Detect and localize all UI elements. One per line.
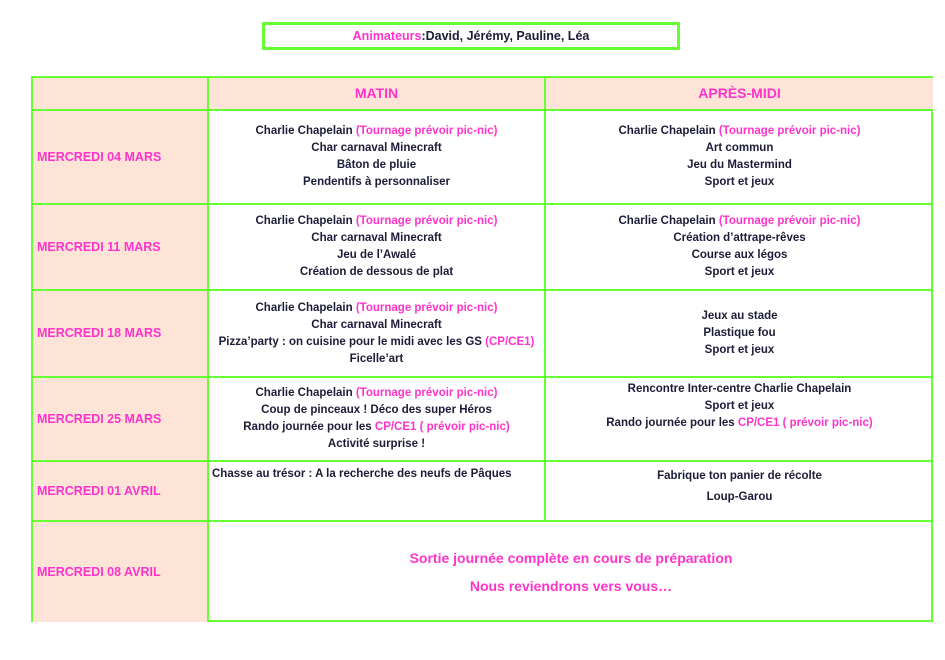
day-label: MERCREDI 18 MARS xyxy=(33,291,209,378)
day-label: MERCREDI 01 AVRIL xyxy=(33,462,209,522)
activity-line xyxy=(606,415,872,432)
activity-note: (Tournage prévoir pic-nic) xyxy=(355,215,498,227)
activity-text: Charlie Chapelain xyxy=(255,215,356,227)
apres-midi-cell xyxy=(546,378,933,462)
matin-cell xyxy=(209,291,546,378)
animateurs-sep: : xyxy=(421,29,426,43)
activity-line xyxy=(673,230,805,247)
activity-text: Rando journée pour les xyxy=(243,421,375,433)
activity-text: Pendentifs à personnaliser xyxy=(303,176,450,188)
activity-note: (Tournage prévoir pic-nic) xyxy=(718,215,861,227)
activity-line xyxy=(703,325,775,342)
activity-line xyxy=(212,466,512,483)
activity-text: Sport et jeux xyxy=(704,266,775,278)
header-empty xyxy=(33,78,209,111)
animateurs-box xyxy=(262,22,680,50)
activity-text: Sport et jeux xyxy=(704,344,775,356)
activity-line xyxy=(300,264,453,281)
activity-text: Charlie Chapelain xyxy=(618,215,719,227)
apres-midi-cell xyxy=(546,462,933,522)
activity-text: Jeux au stade xyxy=(701,310,778,322)
activity-line xyxy=(256,300,498,317)
header-apres-midi: APRÈS-MIDI xyxy=(546,78,933,111)
activity-line xyxy=(657,466,822,487)
animateurs-names: David, Jérémy, Pauline, Léa xyxy=(425,29,590,43)
apres-midi-cell xyxy=(546,111,933,205)
activity-line xyxy=(707,487,773,508)
activity-line xyxy=(619,213,861,230)
activity-line xyxy=(261,402,492,419)
activity-line xyxy=(311,230,441,247)
matin-cell xyxy=(209,378,546,462)
activity-note: (CP/CE1) xyxy=(485,335,535,348)
activity-line xyxy=(350,351,404,368)
activity-text: Ficelle’art xyxy=(349,352,404,365)
activity-line xyxy=(692,247,788,264)
activity-text: Jeu de l’Awalé xyxy=(336,249,417,261)
activity-line xyxy=(256,123,498,140)
activity-line xyxy=(243,419,509,436)
activity-line xyxy=(311,140,441,157)
activity-text: Rencontre Inter-centre Charlie Chapelain xyxy=(627,383,852,395)
activity-line xyxy=(628,381,852,398)
activity-line xyxy=(619,123,861,140)
activity-line xyxy=(337,247,416,264)
activity-line xyxy=(701,308,777,325)
activity-text: Charlie Chapelain xyxy=(618,125,719,137)
day-label: MERCREDI 08 AVRIL xyxy=(33,522,209,622)
activity-line xyxy=(303,174,450,191)
activity-text: Char carnaval Minecraft xyxy=(311,318,442,331)
day-label: MERCREDI 11 MARS xyxy=(33,205,209,291)
activity-text: Activité surprise ! xyxy=(327,438,426,450)
matin-cell xyxy=(209,205,546,291)
activity-line xyxy=(687,157,792,174)
activity-line xyxy=(705,342,775,359)
apres-midi-cell xyxy=(546,205,933,291)
activity-text: Plastique fou xyxy=(703,327,776,339)
activity-note: CP/CE1 ( prévoir pic-nic) xyxy=(737,417,873,429)
activity-text: Charlie Chapelain xyxy=(255,301,356,314)
matin-cell xyxy=(209,111,546,205)
activity-text: Coup de pinceaux ! Déco des super Héros xyxy=(261,404,492,416)
apres-midi-cell xyxy=(546,291,933,378)
activity-note: (Tournage prévoir pic-nic) xyxy=(355,387,498,399)
activity-line xyxy=(410,544,733,572)
activity-line xyxy=(470,572,672,600)
activity-text: Création d’attrape-rêves xyxy=(673,232,806,244)
activity-note: CP/CE1 ( prévoir pic-nic) xyxy=(374,421,510,433)
activity-note: (Tournage prévoir pic-nic) xyxy=(355,125,498,137)
activity-line xyxy=(256,385,498,402)
activity-text: Char carnaval Minecraft xyxy=(311,232,442,244)
activity-line xyxy=(706,140,774,157)
activity-line xyxy=(328,436,425,453)
animateurs-label: Animateurs xyxy=(352,29,422,43)
full-day-cell xyxy=(209,522,933,622)
activity-line xyxy=(705,174,775,191)
activity-line xyxy=(311,317,441,334)
activity-text: Fabrique ton panier de récolte xyxy=(657,470,822,482)
activity-text: Nous reviendrons vers vous… xyxy=(469,578,673,594)
activity-note: (Tournage prévoir pic-nic) xyxy=(718,125,861,137)
activity-line xyxy=(256,213,498,230)
day-label: MERCREDI 25 MARS xyxy=(33,378,209,462)
schedule-table xyxy=(31,76,933,622)
activity-line xyxy=(705,264,775,281)
activity-text: Sortie journée complète en cours de préparation xyxy=(409,550,733,566)
activity-line xyxy=(705,398,775,415)
header-matin: MATIN xyxy=(209,78,546,111)
activity-text: Sport et jeux xyxy=(704,176,775,188)
activity-text: Art commun xyxy=(705,142,774,154)
activity-text: Loup-Garou xyxy=(706,491,773,503)
activity-text: Rando journée pour les xyxy=(606,417,738,429)
activity-text: Pizza’party : on cuisine pour le midi avec les GS xyxy=(218,335,486,348)
activity-text: Chasse au trésor : A la recherche des neufs de Pâques xyxy=(212,468,512,480)
activity-text: Bâton de pluie xyxy=(336,159,417,171)
activity-text: Course aux légos xyxy=(691,249,788,261)
activity-text: Sport et jeux xyxy=(704,400,775,412)
activity-text: Charlie Chapelain xyxy=(255,125,356,137)
activity-text: Création de dessous de plat xyxy=(299,266,454,278)
day-label: MERCREDI 04 MARS xyxy=(33,111,209,205)
activity-line xyxy=(219,334,535,351)
activity-text: Charlie Chapelain xyxy=(255,387,356,399)
activity-text: Jeu du Mastermind xyxy=(687,159,792,171)
activity-text: Char carnaval Minecraft xyxy=(311,142,442,154)
activity-line xyxy=(337,157,416,174)
activity-note: (Tournage prévoir pic-nic) xyxy=(355,301,498,314)
matin-cell xyxy=(209,462,546,522)
